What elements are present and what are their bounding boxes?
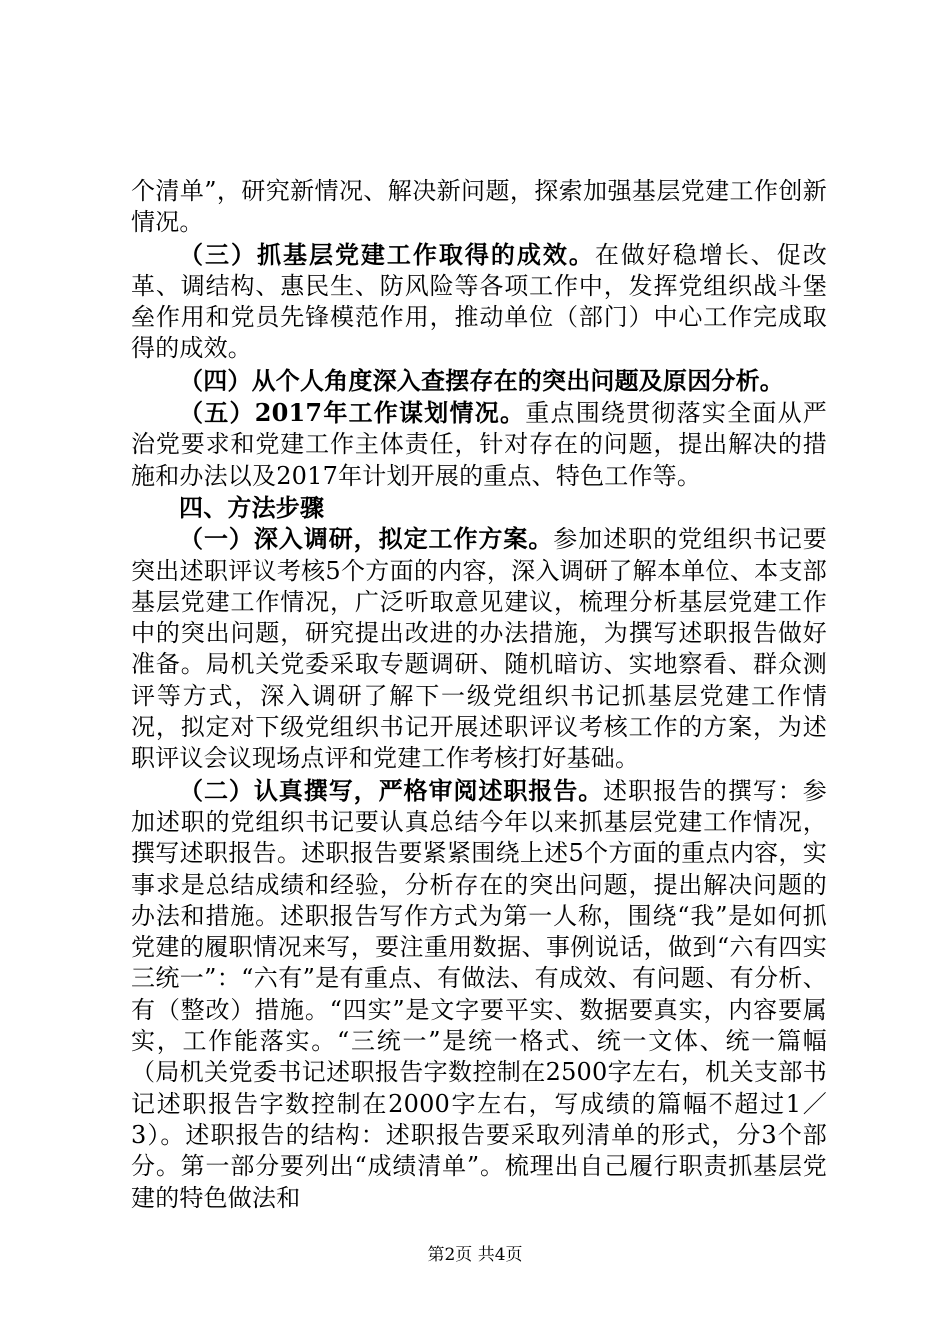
paragraph-research — [131, 523, 827, 774]
section-heading: （三）抓基层党建工作取得的成效。 — [179, 239, 595, 269]
section-heading: （五）2017年工作谋划情况。 — [179, 398, 526, 428]
document-body — [131, 176, 827, 1214]
section-heading: （四）从个人角度深入查摆存在的突出问题及原因分析。 — [179, 365, 784, 395]
paragraph-problems — [131, 365, 827, 397]
page-number-footer: 第2页 共4页 — [427, 1245, 523, 1265]
chapter-heading: 四、方法步骤 — [179, 492, 325, 522]
section-heading: （一）深入调研，拟定工作方案。 — [179, 524, 554, 554]
section-heading: （二）认真撰写，严格审阅述职报告。 — [179, 775, 604, 805]
paragraph-plan-2017 — [131, 397, 827, 492]
paragraph-text: 述职报告的撰写：参加述职的党组织书记要认真总结今年以来抓基层党建工作情况，撰写述职报告。述职报告要紧紧围绕上述5个方面的重点内容，实事求是总结成绩和经验，分析存在的突出问题，提出解决问题的办法和措施。述职报告写作方式为第一人称，围绕“我”是如何抓党建的履职情况来写，要注重用数据、事例说话，做到“六有四实三统一”：“六有”是有重点、有做法、有成效、有问题、有分析、有（整改）措施。“四实”是文字要平实、数据要真实，内容要属实，工作能落实。“三统一”是统一格式、统一文体、统一篇幅（局机关党委书记述职报告字数控制在2500字左右，机关支部书记述职报告字数控制在2000字左右，写成绩的篇幅不超过1／3）。述职报告的结构：述职报告要采取列清单的形式，分3个部分。第一部分要列出“成绩清单”。梳理出自己履行职责抓基层党建的特色做法和 — [131, 776, 827, 1212]
paragraph-report-writing — [131, 775, 827, 1214]
paragraph-achievements — [131, 239, 827, 365]
paragraph-text: 在做好稳增长、促改革、调结构、惠民生、防风险等各项工作中，发挥党组织战斗堡垒作用和党员先锋模范作用，推动单位（部门）中心工作完成取得的成效。 — [131, 240, 827, 363]
paragraph-text: 重点围绕贯彻落实全面从严治党要求和党建工作主体责任，针对存在的问题，提出解决的措施和办法以及2017年计划开展的重点、特色工作等。 — [131, 399, 827, 490]
paragraph-continuation — [131, 176, 827, 239]
paragraph-text: 个清单”，研究新情况、解决新问题，探索加强基层党建工作创新情况。 — [131, 177, 827, 237]
paragraph-text: 参加述职的党组织书记要突出述职评议考核5个方面的内容，深入调研了解本单位、本支部基层党建工作情况，广泛听取意见建议，梳理分析基层党建工作中的突出问题，研究提出改进的办法措施，为撰写述职报告做好准备。局机关党委采取专题调研、随机暗访、实地察看、群众测评等方式，深入调研了解下一级党组织书记抓基层党建工作情况，拟定对下级党组织书记开展述职评议考核工作的方案，为述职评议会议现场点评和党建工作考核打好基础。 — [131, 525, 827, 773]
